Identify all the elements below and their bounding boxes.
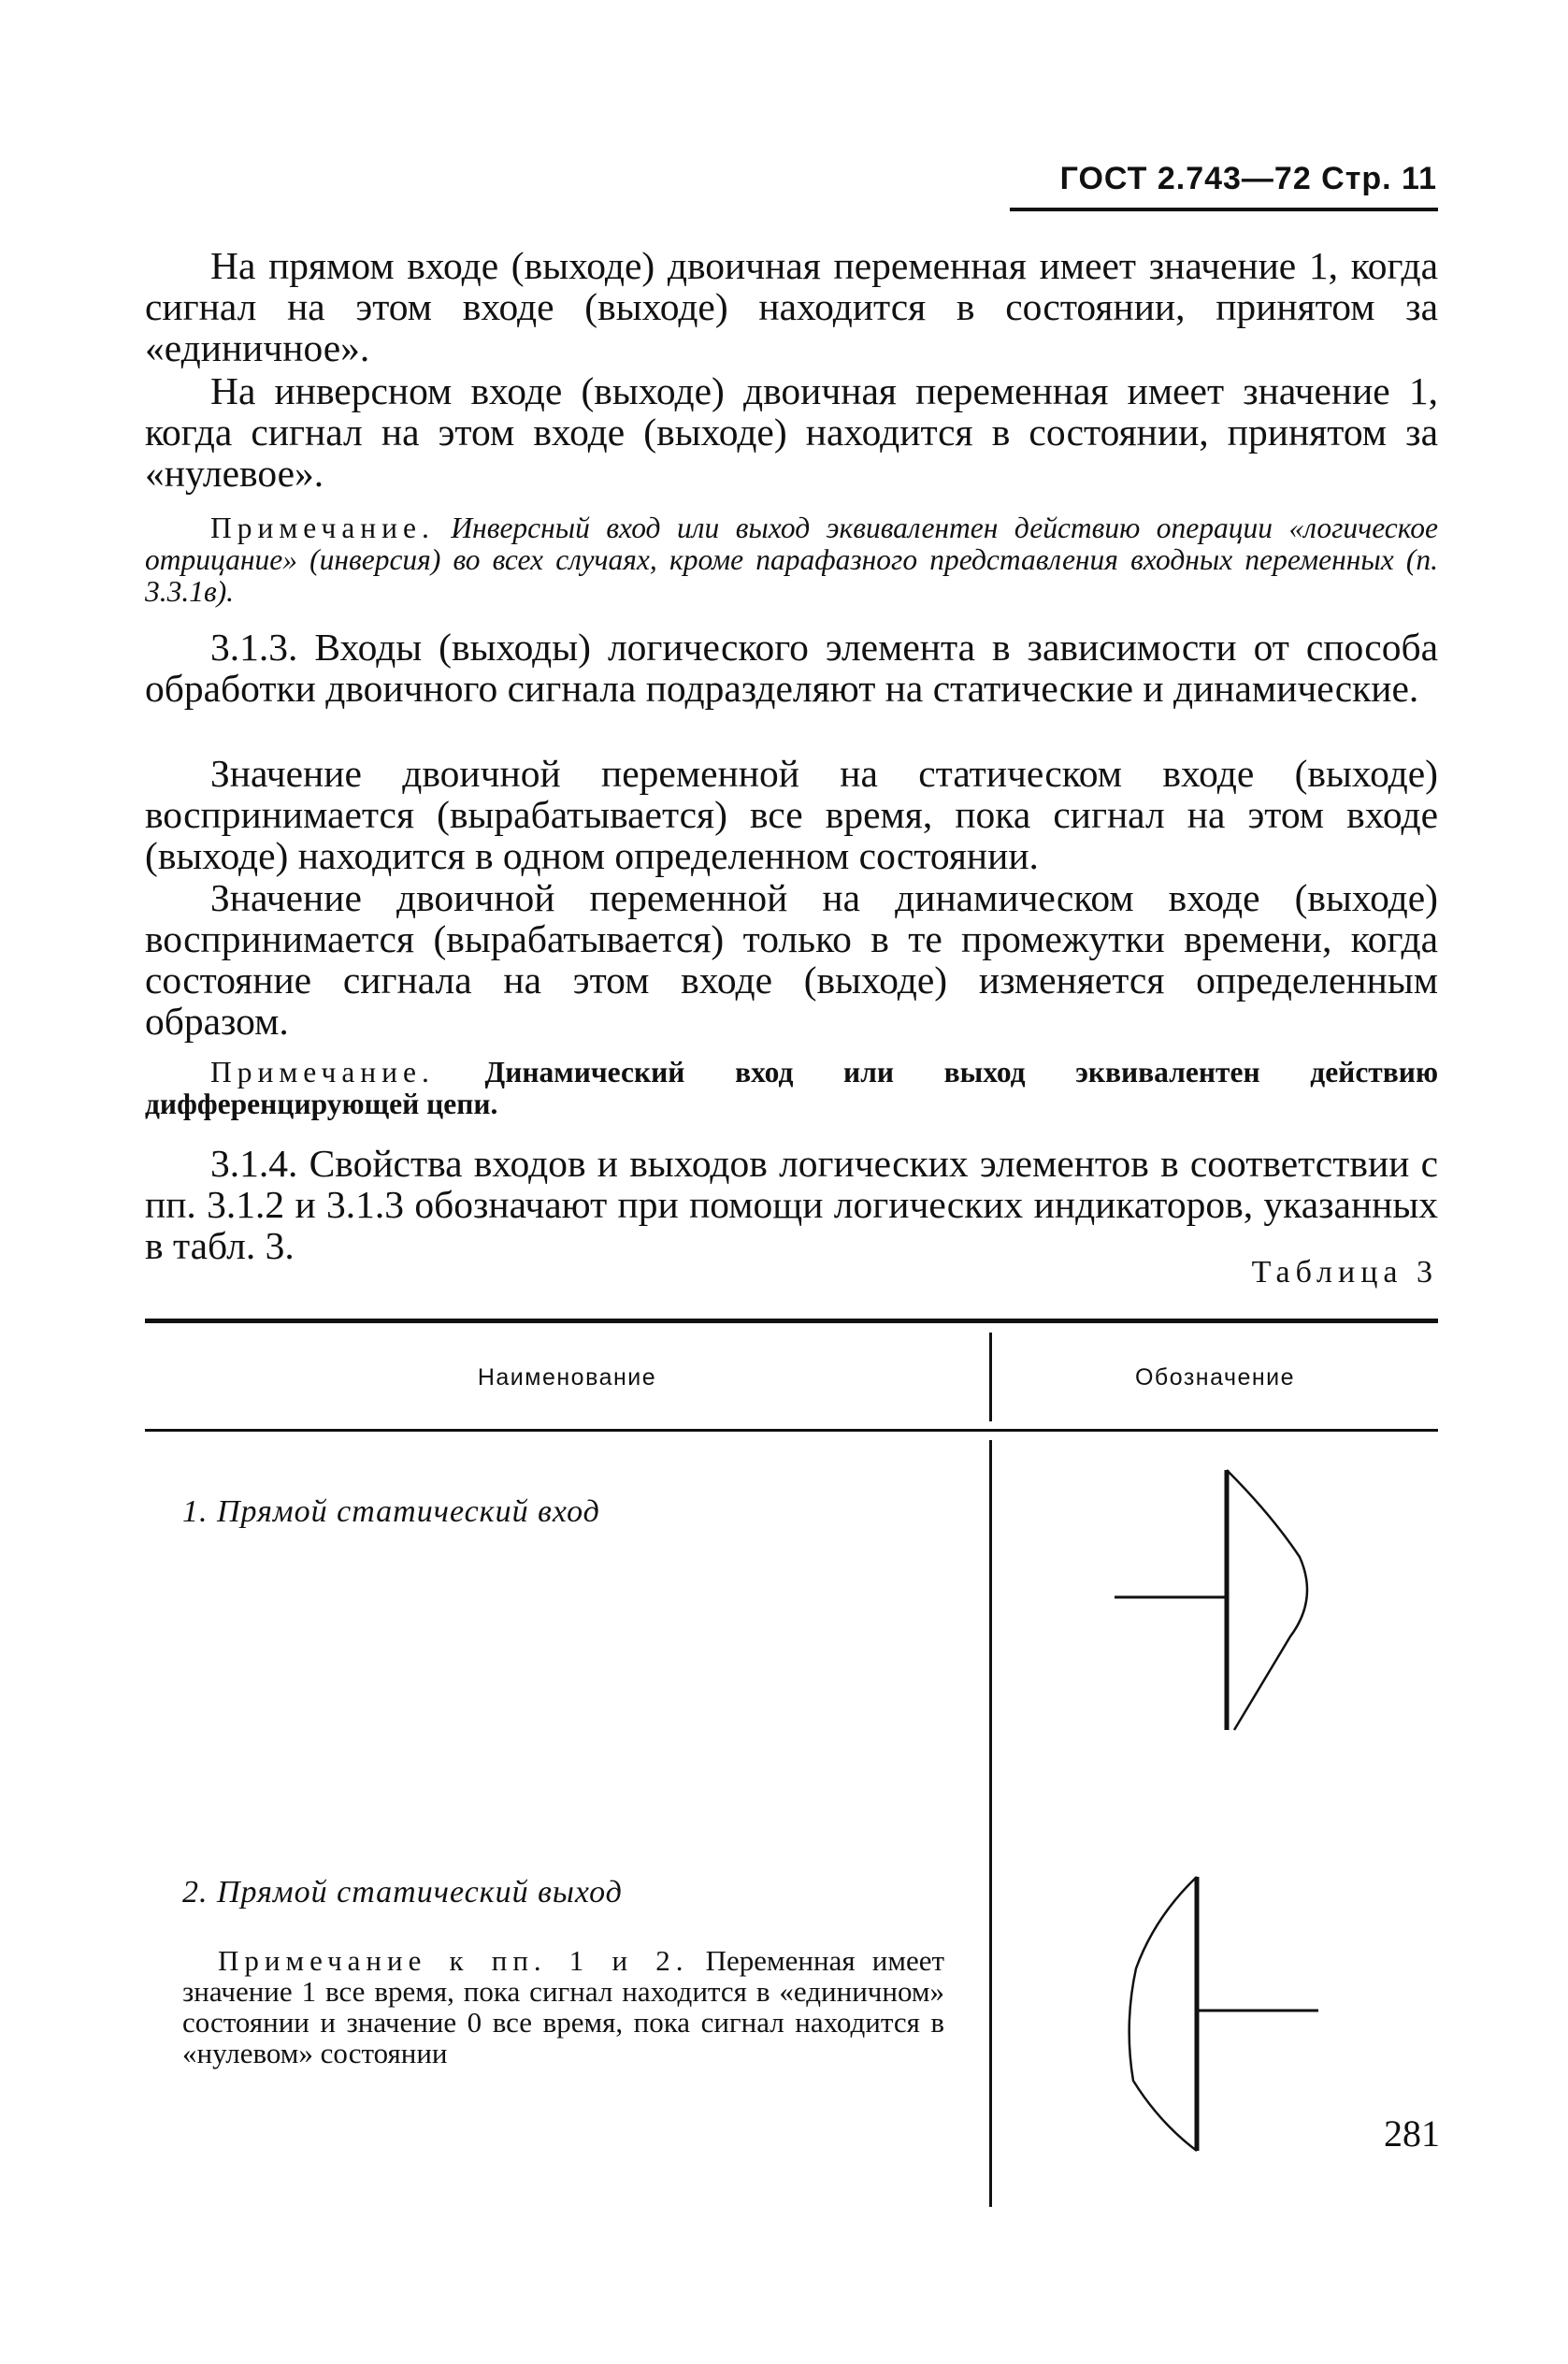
paragraph-3-1-4: 3.1.4. Свойства входов и выходов логических элементов в соответствии с пп. 3.1.2 и 3.1.3 обозначают при помощи логических индикаторов, указанных в табл. 3.	[145, 1142, 1438, 1267]
table-top-rule	[145, 1319, 1438, 1323]
column-header-name: Наименование	[477, 1364, 657, 1391]
table-caption: Таблица 3	[1251, 1255, 1438, 1290]
paragraph-dynamic-input: Значение двоичной переменной на динамическом входе (выходе) воспринимается (вырабатывается) только в те промежутки времени, когда состояние сигнала на этом входе (выходе) изменяется определенным образом.	[145, 876, 1438, 1043]
note-label: Примечание.	[210, 1056, 435, 1088]
paragraph-direct-input: На прямом входе (выходе) двоичная переменная имеет значение 1, когда сигнал на этом входе (выходе) находится в состоянии, принятом за «единичное».	[145, 244, 1438, 369]
page-header: ГОСТ 2.743—72 Стр. 11	[1059, 161, 1437, 196]
direct-static-output-symbol	[1113, 1866, 1337, 2165]
row-2-name: 2. Прямой статический выход	[182, 1875, 623, 1910]
table-column-divider	[989, 1440, 992, 2207]
note-inverse: Примечание. Инверсный вход или выход эквивалентен действию операции «логическое отрицание» (инверсия) во всех случаях, кроме парафазного представления входных переменных (п. 3.3.1в).	[145, 512, 1439, 608]
row-1-name: 1. Прямой статический вход	[182, 1494, 600, 1529]
paragraph-static-input: Значение двоичной переменной на статическом входе (выходе) воспринимается (вырабатывается) все время, пока сигнал на этом входе (выходе) находится в одном определенном состоянии.	[145, 752, 1438, 877]
note-label: Примечание.	[210, 512, 435, 544]
column-header-symbol: Обозначение	[1134, 1364, 1296, 1391]
page-number: 281	[1384, 2112, 1440, 2155]
header-rule	[1010, 208, 1438, 211]
note-dynamic: Примечание. Динамический вход или выход эквивалентен действию дифференцирующей цепи.	[145, 1056, 1439, 1120]
paragraph-inverse-input: На инверсном входе (выходе) двоичная переменная имеет значение 1, когда сигнал на этом входе (выходе) находится в состоянии, принятом за «нулевое».	[145, 369, 1438, 495]
paragraph-3-1-3: 3.1.3. Входы (выходы) логического элемента в зависимости от способа обработки двоичного сигнала подразделяют на статические и динамические.	[145, 626, 1438, 710]
direct-static-input-symbol	[1103, 1459, 1328, 1739]
row-note: Примечание к пп. 1 и 2. Переменная имеет значение 1 все время, пока сигнал находится в «единичном» состоянии и значение 0 все время, пока сигнал находится в «нулевом» состоянии	[182, 1944, 945, 2069]
table-header-rule	[145, 1429, 1438, 1432]
